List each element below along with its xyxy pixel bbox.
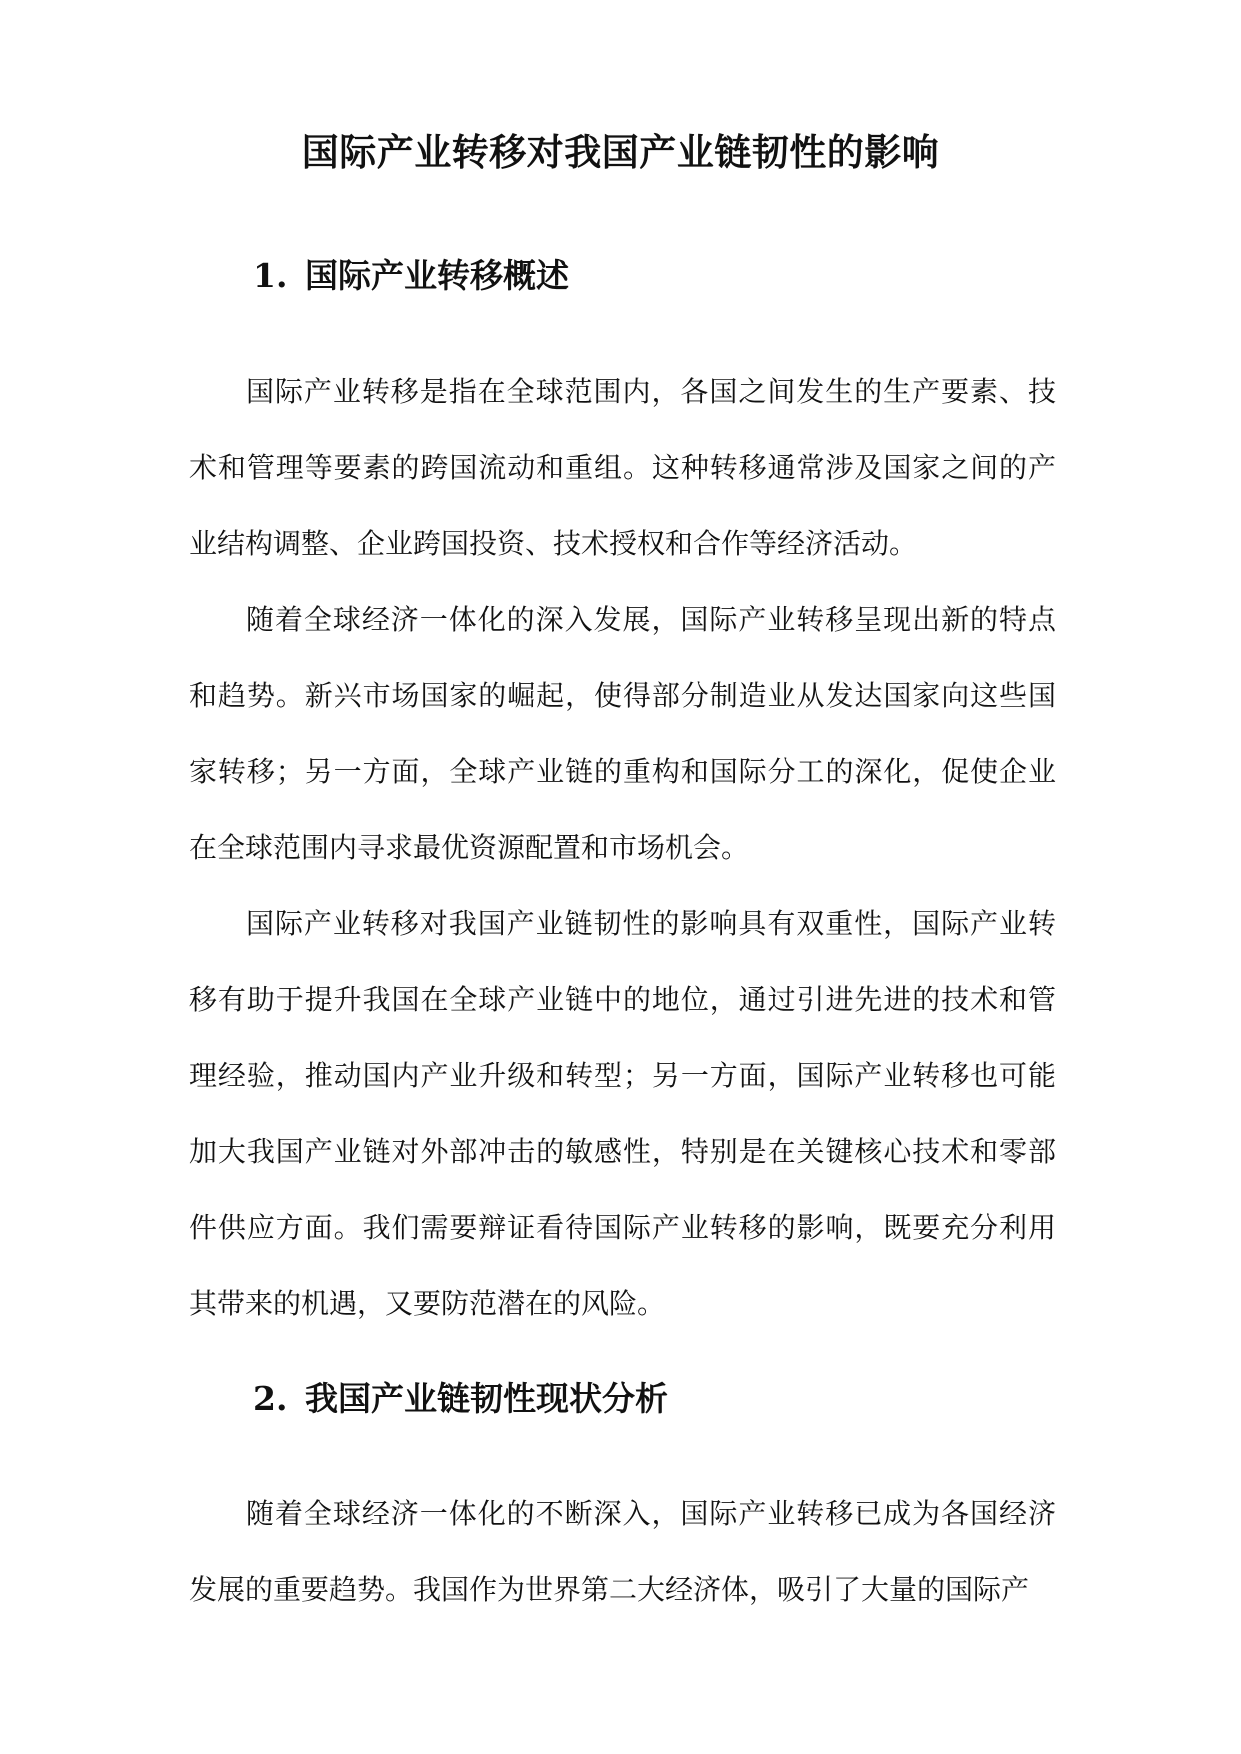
paragraph: 国际产业转移是指在全球范围内，各国之间发生的生产要素、技术和管理等要素的跨国流动和重组。这种转移通常涉及国家之间的产业结构调整、企业跨国投资、技术授权和合作等经济活动。 xyxy=(189,375,1056,560)
section-title: 我国产业链韧性现状分析 xyxy=(305,1379,668,1418)
section-number: 2. xyxy=(253,1379,288,1418)
section-heading-2 xyxy=(253,1376,668,1422)
section-number: 1. xyxy=(253,256,288,295)
section-title: 国际产业转移概述 xyxy=(305,256,569,295)
paragraph: 国际产业转移对我国产业链韧性的影响具有双重性，国际产业转移有助于提升我国在全球产业链中的地位，通过引进先进的技术和管理经验，推动国内产业升级和转型；另一方面，国际产业转移也可能加大我国产业链对外部冲击的敏感性，特别是在关键核心技术和零部件供应方面。我们需要辩证看待国际产业转移的影响，既要充分利用其带来的机遇，又要防范潜在的风险。 xyxy=(189,907,1056,1320)
paragraph: 随着全球经济一体化的深入发展，国际产业转移呈现出新的特点和趋势。新兴市场国家的崛起，使得部分制造业从发达国家向这些国家转移；另一方面，全球产业链的重构和国际分工的深化，促使企业在全球范围内寻求最优资源配置和市场机会。 xyxy=(189,603,1056,864)
paragraph: 随着全球经济一体化的不断深入，国际产业转移已成为各国经济发展的重要趋势。我国作为世界第二大经济体，吸引了大量的国际产 xyxy=(189,1497,1056,1606)
document-title: 国际产业转移对我国产业链韧性的影响 xyxy=(301,130,940,174)
section-heading-1 xyxy=(253,253,569,299)
